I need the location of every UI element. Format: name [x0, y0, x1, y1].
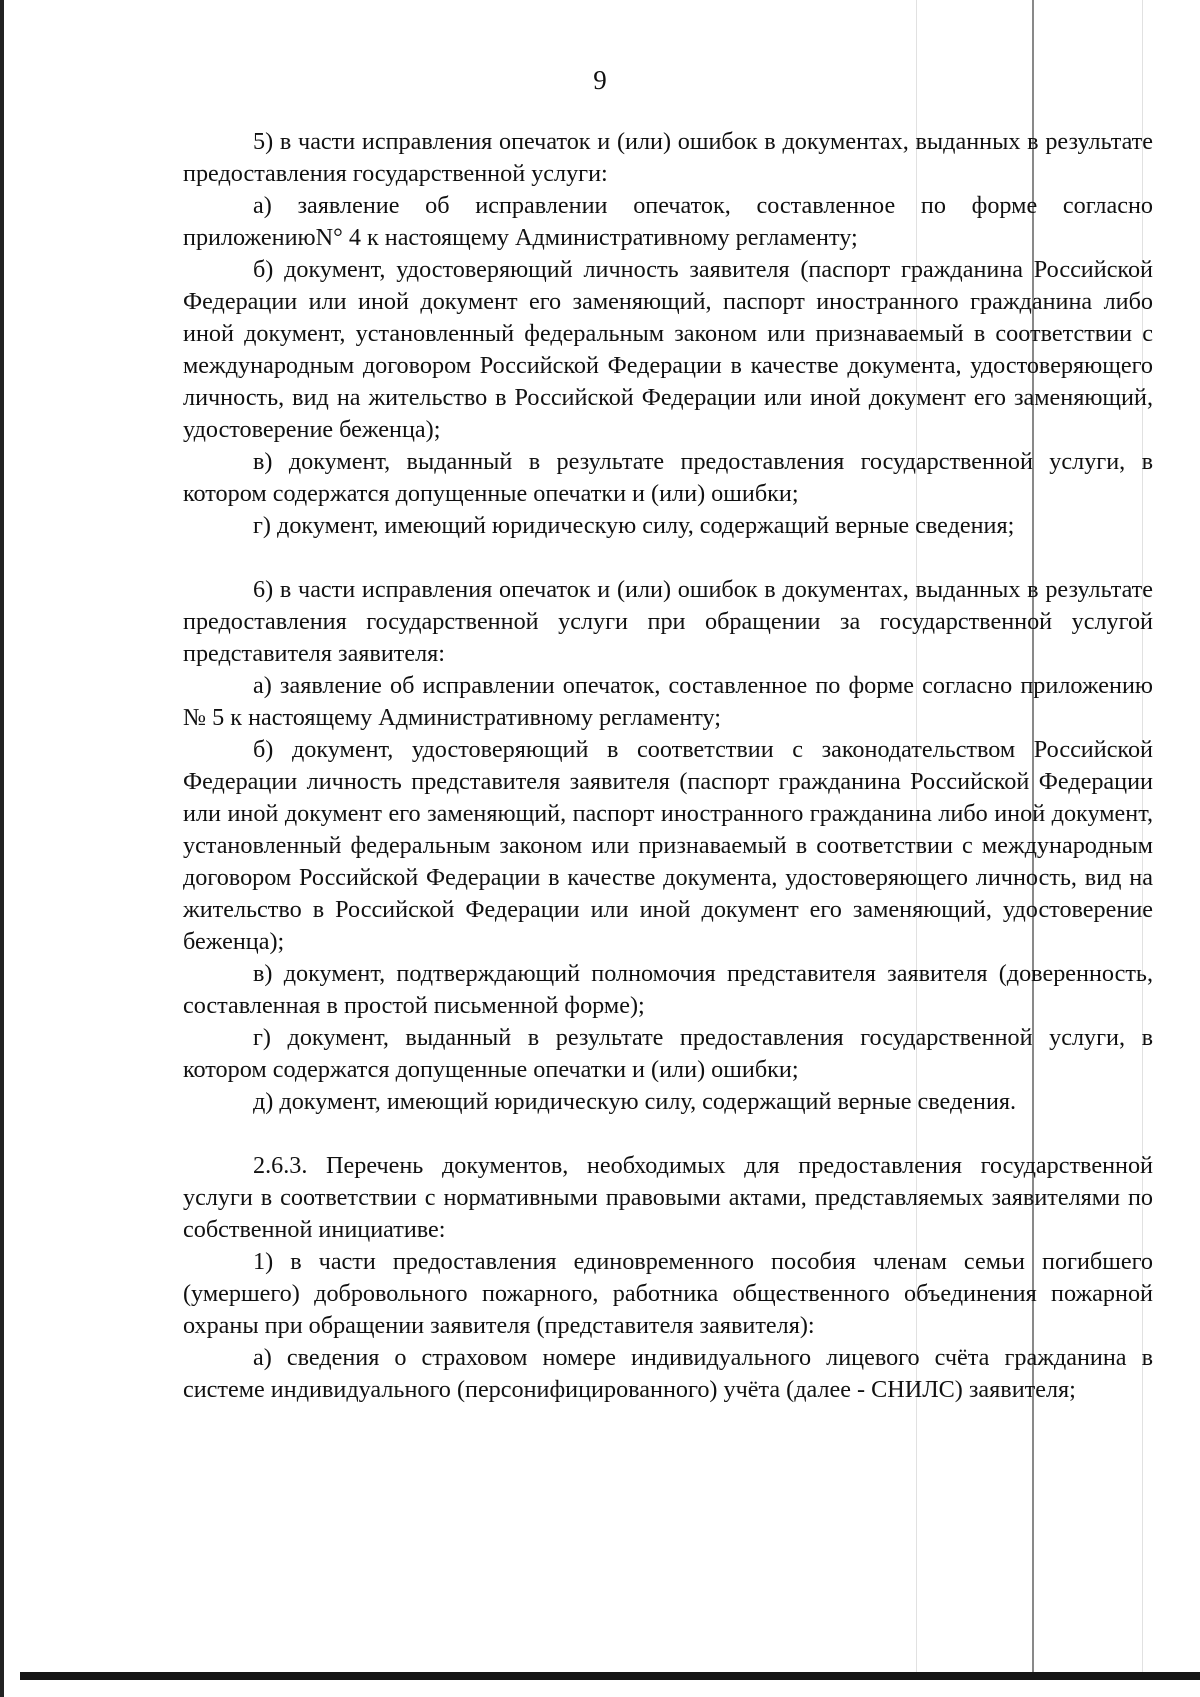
paragraph-6d: д) документ, имеющий юридическую силу, содержащий верные сведения.	[253, 1088, 1017, 1115]
scan-border-bottom	[20, 1672, 1200, 1680]
paragraph-6g: г) документ, выданный в результате предоставления государственной услуги, в котором содержатся допущенные опечатки и (или) ошибки;	[183, 1024, 1153, 1083]
paragraph-5a: а) заявление об исправлении опечаток, составленное по форме согласно приложениюN° 4 к настоящему Административному регламенту;	[183, 192, 1153, 251]
paragraph-6b: б) документ, удостоверяющий в соответствии с законодательством Российской Федерации личность представителя заявителя (паспорт гражданина Российской Федерации или иной документ его заменяющий, паспорт иностранного гражданина либо иной документ, установленный федеральным законом или признаваемый в соответствии с международным договором Российской Федерации в качестве документа, удостоверяющего личность, вид на жительство в Российской Федерации или иной документ его заменяющий, удостоверение беженца);	[183, 736, 1153, 955]
paragraph-2-6-3: 2.6.3. Перечень документов, необходимых для предоставления государственной услуги в соответствии с нормативными правовыми актами, представляемых заявителями по собственной инициативе:	[183, 1152, 1153, 1243]
paragraph-2-6-3-1: 1) в части предоставления единовременного пособия членам семьи погибшего (умершего) добровольного пожарного, работника общественного объединения пожарной охраны при обращении заявителя (представителя заявителя):	[183, 1248, 1153, 1339]
scan-border-left	[0, 0, 4, 1697]
paragraph-5b: б) документ, удостоверяющий личность заявителя (паспорт гражданина Российской Федерации или иной документ его заменяющий, паспорт иностранного гражданина либо иной документ, установленный федеральным законом или признаваемый в соответствии с международным договором Российской Федерации в качестве документа, удостоверяющего личность, вид на жительство в Российской Федерации или иной документ его заменяющий, удостоверение беженца);	[183, 256, 1153, 443]
spacer	[183, 542, 1153, 574]
paragraph-6: 6) в части исправления опечаток и (или) ошибок в документах, выданных в результате предоставления государственной услуги при обращении за государственной услугой представителя заявителя:	[183, 576, 1153, 667]
paragraph-5g: г) документ, имеющий юридическую силу, содержащий верные сведения;	[253, 512, 1015, 539]
paragraph-5v: в) документ, выданный в результате предоставления государственной услуги, в котором содержатся допущенные опечатки и (или) ошибки;	[183, 448, 1153, 507]
paragraph-6a: а) заявление об исправлении опечаток, составленное по форме согласно приложению № 5 к настоящему Административному регламенту;	[183, 672, 1153, 731]
paragraph-6v: в) документ, подтверждающий полномочия представителя заявителя (доверенность, составленная в простой письменной форме);	[183, 960, 1153, 1019]
paragraph-2-6-3-1a: а) сведения о страховом номере индивидуального лицевого счёта гражданина в системе индивидуального (персонифицированного) учёта (далее - СНИЛС) заявителя;	[183, 1344, 1153, 1403]
document-body	[183, 126, 1153, 1406]
page-number: 9	[593, 65, 607, 95]
spacer	[183, 1118, 1153, 1150]
paragraph-5: 5) в части исправления опечаток и (или) ошибок в документах, выданных в результате предоставления государственной услуги:	[183, 128, 1153, 187]
